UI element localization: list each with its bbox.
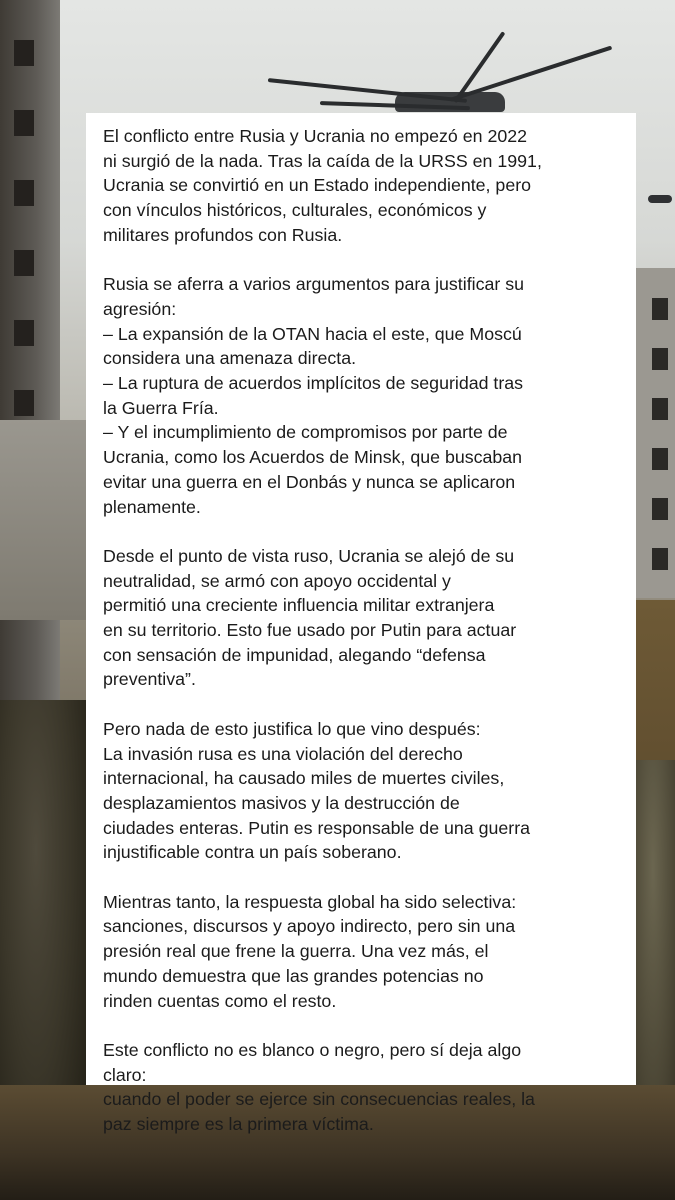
text-line: la Guerra Fría. bbox=[103, 397, 219, 418]
text-line: agresión: bbox=[103, 298, 177, 319]
ruined-building-right bbox=[636, 268, 675, 598]
text-line: desplazamientos masivos y la destrucción de bbox=[103, 792, 460, 813]
text-line: neutralidad, se armó con apoyo occidental y bbox=[103, 570, 451, 591]
text-line: sanciones, discursos y apoyo indirecto, pero sin una bbox=[103, 916, 516, 937]
text-line: Pero nada de esto justifica lo que vino después: bbox=[103, 718, 481, 739]
text-line: Este conflicto no es blanco o negro, pero sí deja algo bbox=[103, 1039, 522, 1060]
text-line: ni surgió de la nada. Tras la caída de la URSS en 1991, bbox=[103, 150, 542, 171]
distant-building-left bbox=[0, 420, 88, 620]
paragraph-origins bbox=[103, 124, 622, 248]
text-line: claro: bbox=[103, 1064, 147, 1085]
text-line: internacional, ha causado miles de muertes civiles, bbox=[103, 768, 505, 789]
paragraph-invasion bbox=[103, 717, 622, 865]
paragraph-russian-view bbox=[103, 544, 622, 692]
text-line: Ucrania se convirtió en un Estado independiente, pero bbox=[103, 175, 532, 196]
text-line: evitar una guerra en el Donbás y nunca se aplicaron bbox=[103, 471, 516, 492]
ruined-building-left bbox=[0, 0, 60, 820]
text-line: injustificable contra un país soberano. bbox=[103, 842, 402, 863]
text-line: Rusia se aferra a varios argumentos para justificar su bbox=[103, 274, 525, 295]
text-line: mundo demuestra que las grandes potencias no bbox=[103, 965, 484, 986]
text-line: Ucrania, como los Acuerdos de Minsk, que buscaban bbox=[103, 447, 523, 468]
text-line: con vínculos históricos, culturales, económicos y bbox=[103, 200, 487, 221]
text-line: Mientras tanto, la respuesta global ha sido selectiva: bbox=[103, 891, 517, 912]
text-line: Desde el punto de vista ruso, Ucrania se alejó de su bbox=[103, 545, 515, 566]
text-line: en su territorio. Esto fue usado por Putin para actuar bbox=[103, 620, 517, 641]
text-line: plenamente. bbox=[103, 496, 201, 517]
helicopter-rotor bbox=[268, 78, 467, 103]
text-line: presión real que frene la guerra. Una vez más, el bbox=[103, 941, 489, 962]
distant-helicopter bbox=[648, 195, 672, 203]
paragraph-global-response bbox=[103, 890, 622, 1014]
text-line: considera una amenaza directa. bbox=[103, 348, 357, 369]
text-line: El conflicto entre Rusia y Ucrania no empezó en 2022 bbox=[103, 126, 528, 146]
text-line: militares profundos con Rusia. bbox=[103, 224, 343, 245]
text-card bbox=[86, 113, 636, 1135]
text-line: – La ruptura de acuerdos implícitos de seguridad tras bbox=[103, 373, 524, 394]
text-line: permitió una creciente influencia militar extranjera bbox=[103, 595, 495, 616]
paragraph-arguments bbox=[103, 272, 622, 519]
text-line: paz siempre es la primera víctima. bbox=[103, 1114, 374, 1135]
text-line: ciudades enteras. Putin es responsable de una guerra bbox=[103, 817, 531, 838]
text-line: – La expansión de la OTAN hacia el este, que Moscú bbox=[103, 323, 522, 344]
paragraph-conclusion bbox=[103, 1038, 622, 1137]
text-line: preventiva”. bbox=[103, 669, 196, 690]
text-line: rinden cuentas como el resto. bbox=[103, 990, 337, 1011]
text-line: con sensación de impunidad, alegando “defensa bbox=[103, 644, 486, 665]
text-line: – Y el incumplimiento de compromisos por parte de bbox=[103, 422, 508, 443]
text-line: La invasión rusa es una violación del derecho bbox=[103, 743, 463, 764]
text-line: cuando el poder se ejerce sin consecuencias reales, la bbox=[103, 1089, 535, 1110]
